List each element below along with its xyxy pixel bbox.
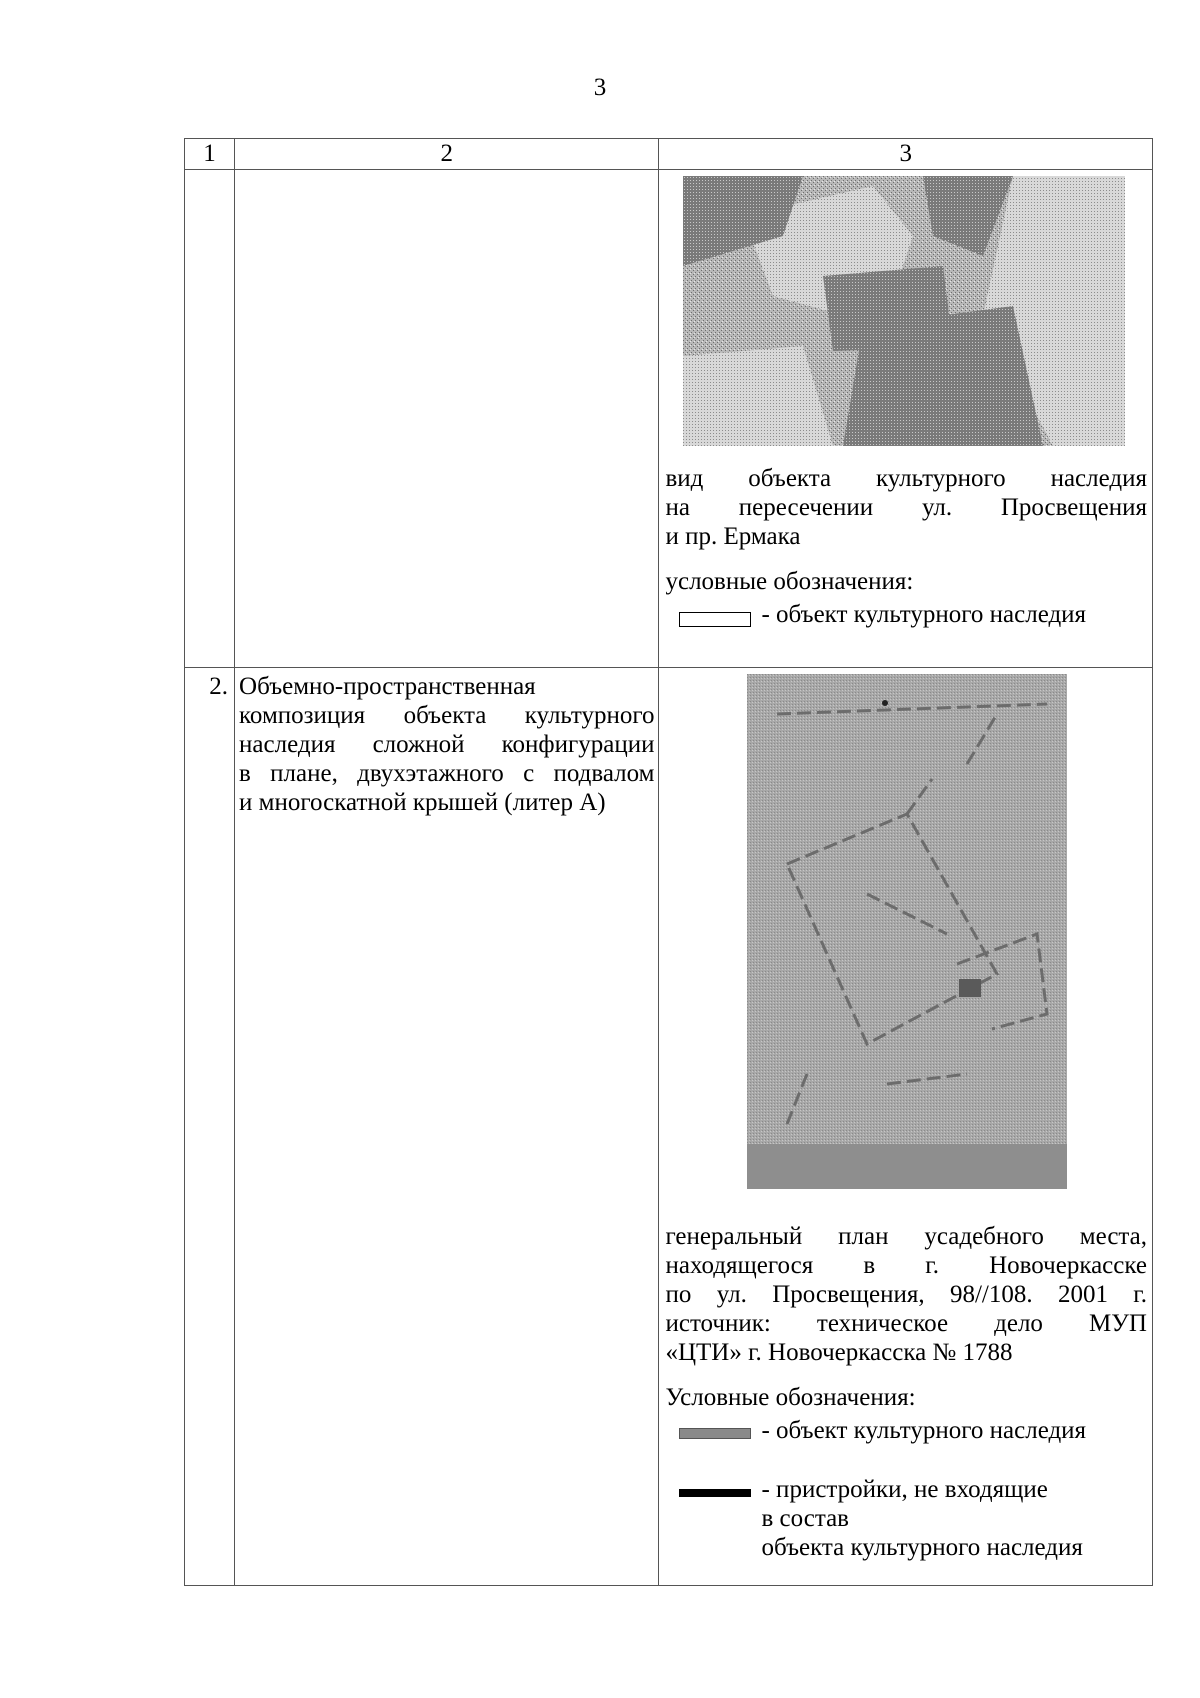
- heritage-gray-swatch: [679, 1428, 751, 1439]
- row2-caption: [665, 1222, 1147, 1367]
- legend-item: [665, 1475, 1147, 1562]
- caption-line: вид объекта культурного наследия: [665, 465, 1147, 492]
- legend-item: [665, 1416, 1147, 1445]
- description-line: и многоскатной крышей (литер А): [239, 789, 606, 816]
- caption-line: и пр. Ермака: [665, 523, 801, 550]
- description-line: композиция объекта культурного: [239, 702, 655, 729]
- row2-description-cell: [235, 668, 659, 1586]
- legend-item-label: [761, 1475, 1147, 1562]
- row2-legend-title: Условные обозначения:: [665, 1384, 916, 1411]
- page-number: 3: [593, 74, 607, 101]
- caption-line: на пересечении ул. Просвещения: [665, 494, 1147, 521]
- annex-black-swatch: [679, 1489, 751, 1497]
- description-line: наследия сложной конфигурации: [239, 731, 655, 758]
- legend-line: объекта культурного наследия: [761, 1534, 1083, 1561]
- header-cell-2: 2: [235, 139, 659, 170]
- row1-description-cell: [235, 170, 659, 668]
- caption-line: по ул. Просвещения, 98//108. 2001 г.: [665, 1281, 1147, 1308]
- legend-item: [665, 600, 1147, 629]
- legend-line: в состав: [761, 1505, 849, 1532]
- header-cell-1: 1: [185, 139, 235, 170]
- heritage-outline-swatch: [679, 612, 751, 627]
- caption-line: «ЦТИ» г. Новочеркасска № 1788: [665, 1339, 1013, 1366]
- caption-line: находящегося в г. Новочеркасске: [665, 1252, 1147, 1279]
- header-cell-3: 3: [659, 139, 1153, 170]
- site-plan-image: [747, 674, 1067, 1189]
- legend-item-label: - объект культурного наследия: [761, 1417, 1087, 1444]
- row1-number-cell: [185, 170, 235, 668]
- row2-illustration-cell: [659, 668, 1153, 1586]
- row2-number-cell: 2.: [185, 668, 235, 1586]
- caption-line: источник: техническое дело МУП: [665, 1310, 1147, 1337]
- legend-item-label: - объект культурного наследия: [761, 601, 1087, 628]
- row1-caption: [665, 464, 1147, 551]
- description-line: Объемно-пространственная: [239, 673, 536, 700]
- table-row: [185, 668, 1153, 1586]
- table-header-row: [185, 139, 1153, 170]
- row1-illustration-cell: [659, 170, 1153, 668]
- heritage-table: [184, 138, 1153, 1586]
- legend-line: - пристройки, не входящие: [761, 1476, 1048, 1503]
- caption-line: генеральный план усадебного места,: [665, 1223, 1147, 1250]
- aerial-photo: [683, 176, 1125, 446]
- table-row: [185, 170, 1153, 668]
- row1-legend-title: условные обозначения:: [665, 568, 914, 595]
- description-line: в плане, двухэтажного с подвалом: [239, 760, 655, 787]
